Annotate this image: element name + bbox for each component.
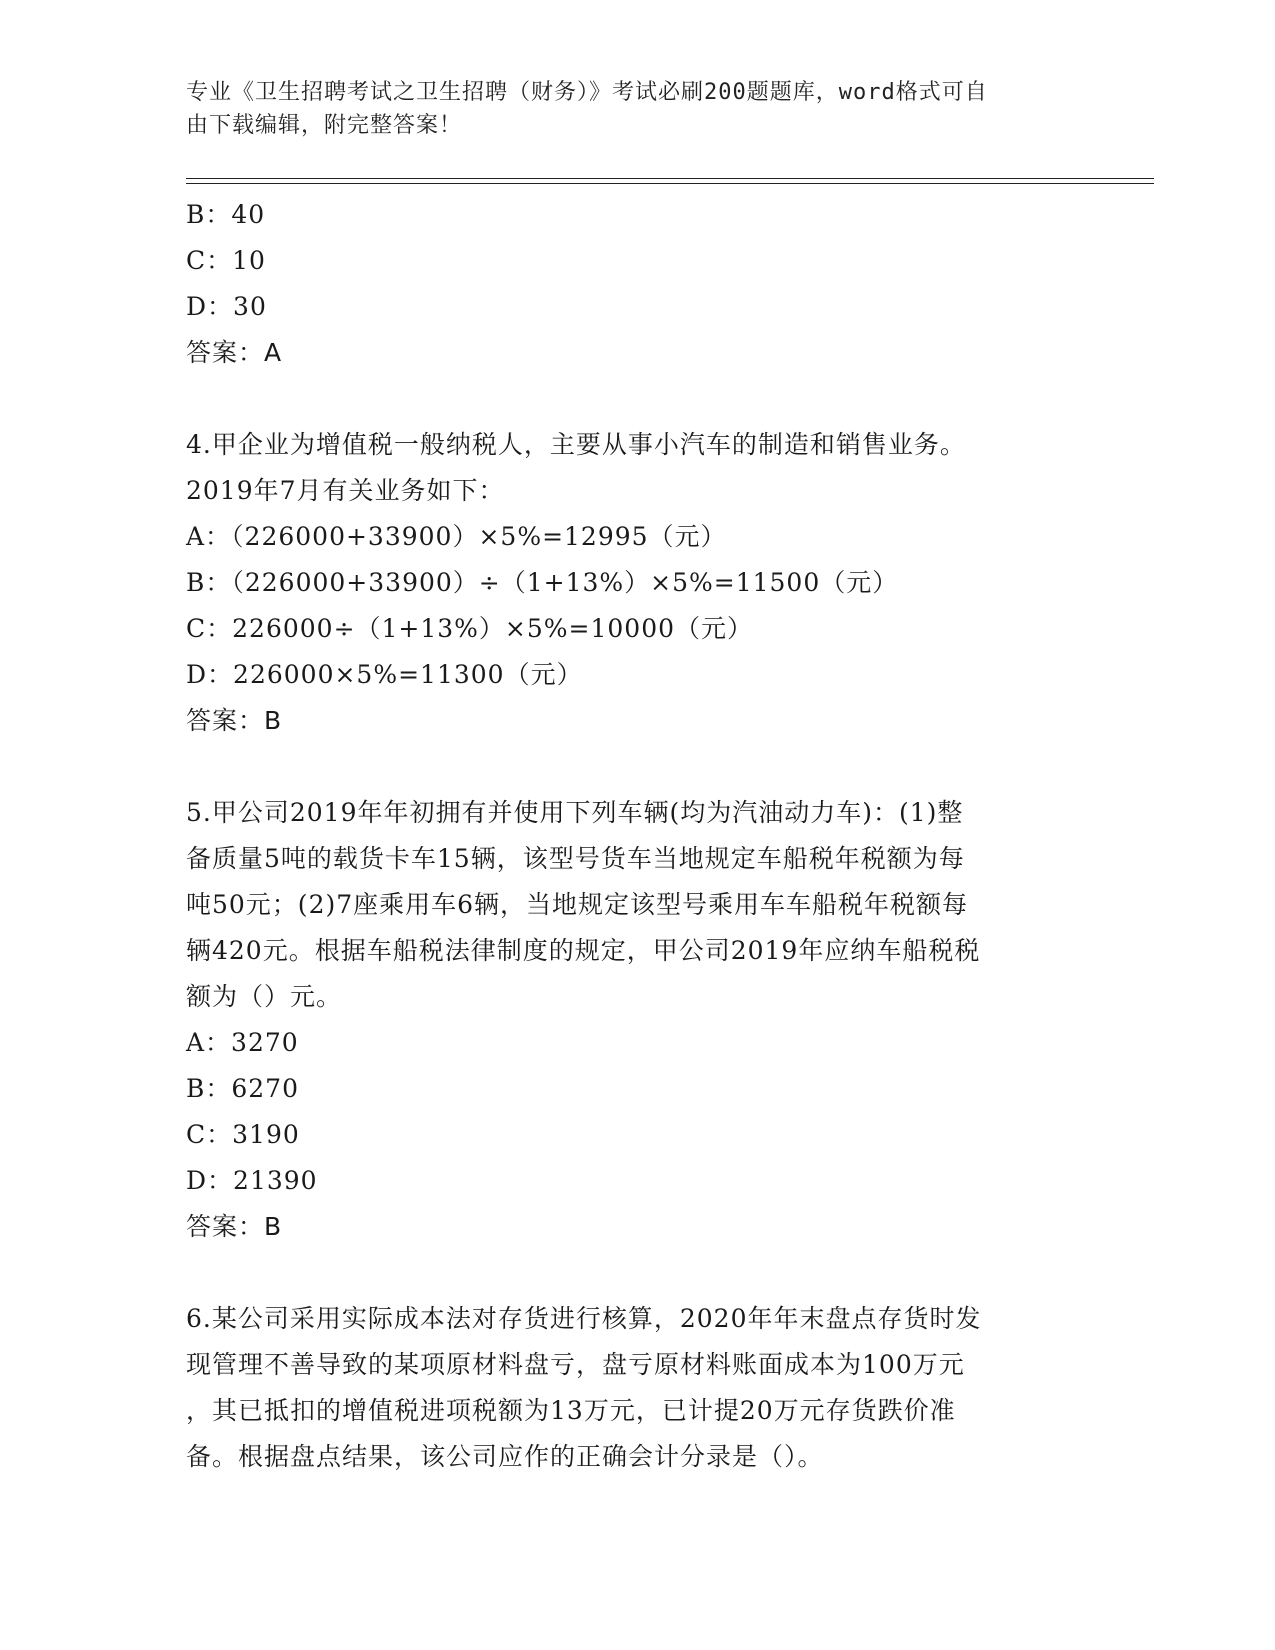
question-5 [186,790,1086,1250]
question-text-line: 5.甲公司2019年年初拥有并使用下列车辆(均为汽油动力车)：(1)整 [186,798,964,827]
option-b: B：40 [186,200,266,229]
option-c: C：10 [186,246,266,275]
question-text-line: 备质量5吨的载货卡车15辆，该型号货车当地规定车船税年税额为每 [186,844,965,873]
answer: 答案：B [186,706,283,735]
question-text-line: 现管理不善导致的某项原材料盘亏，盘亏原材料账面成本为100万元 [186,1350,965,1379]
option-d: D：30 [186,292,267,321]
header-rule-top [186,178,1154,179]
option-b: B：（226000+33900）÷（1+13%）×5%=11500（元） [186,568,899,597]
question-6 [186,1296,1086,1480]
option-a: A：3270 [186,1028,299,1057]
answer: 答案：B [186,1212,283,1241]
question-text-line: 额为（）元。 [186,982,343,1011]
question-text-line: 2019年7月有关业务如下： [186,476,505,505]
option-c: C：226000÷（1+13%）×5%=10000（元） [186,614,754,643]
question-text-line: 4.甲企业为增值税一般纳税人，主要从事小汽车的制造和销售业务。 [186,430,966,459]
question-content [186,192,1086,1480]
question-text-line: 吨50元；(2)7座乘用车6辆，当地规定该型号乘用车车船税年税额每 [186,890,969,919]
option-d: D：21390 [186,1166,318,1195]
question-text-line: 辆420元。根据车船税法律制度的规定，甲公司2019年应纳车船税税 [186,936,981,965]
option-a: A：（226000+33900）×5%=12995（元） [186,522,727,551]
header-line-1: 专业《卫生招聘考试之卫生招聘（财务）》考试必刷200题题库，word格式可自 [186,80,988,105]
header-rule-bottom [186,183,1154,184]
question-text-line: 6.某公司采用实际成本法对存货进行核算，2020年年末盘点存货时发 [186,1304,982,1333]
option-c: C：3190 [186,1120,300,1149]
question-text-line: 备。根据盘点结果，该公司应作的正确会计分录是（）。 [186,1442,824,1471]
question-3 [186,192,1086,376]
question-4 [186,422,1086,744]
header-line-2: 由下载编辑，附完整答案！ [186,113,463,138]
answer: 答案：A [186,338,283,367]
page-header [186,76,1086,142]
question-text-line: ，其已抵扣的增值税进项税额为13万元，已计提20万元存货跌价准 [186,1396,956,1425]
option-b: B：6270 [186,1074,299,1103]
option-d: D：226000×5%=11300（元） [186,660,583,689]
